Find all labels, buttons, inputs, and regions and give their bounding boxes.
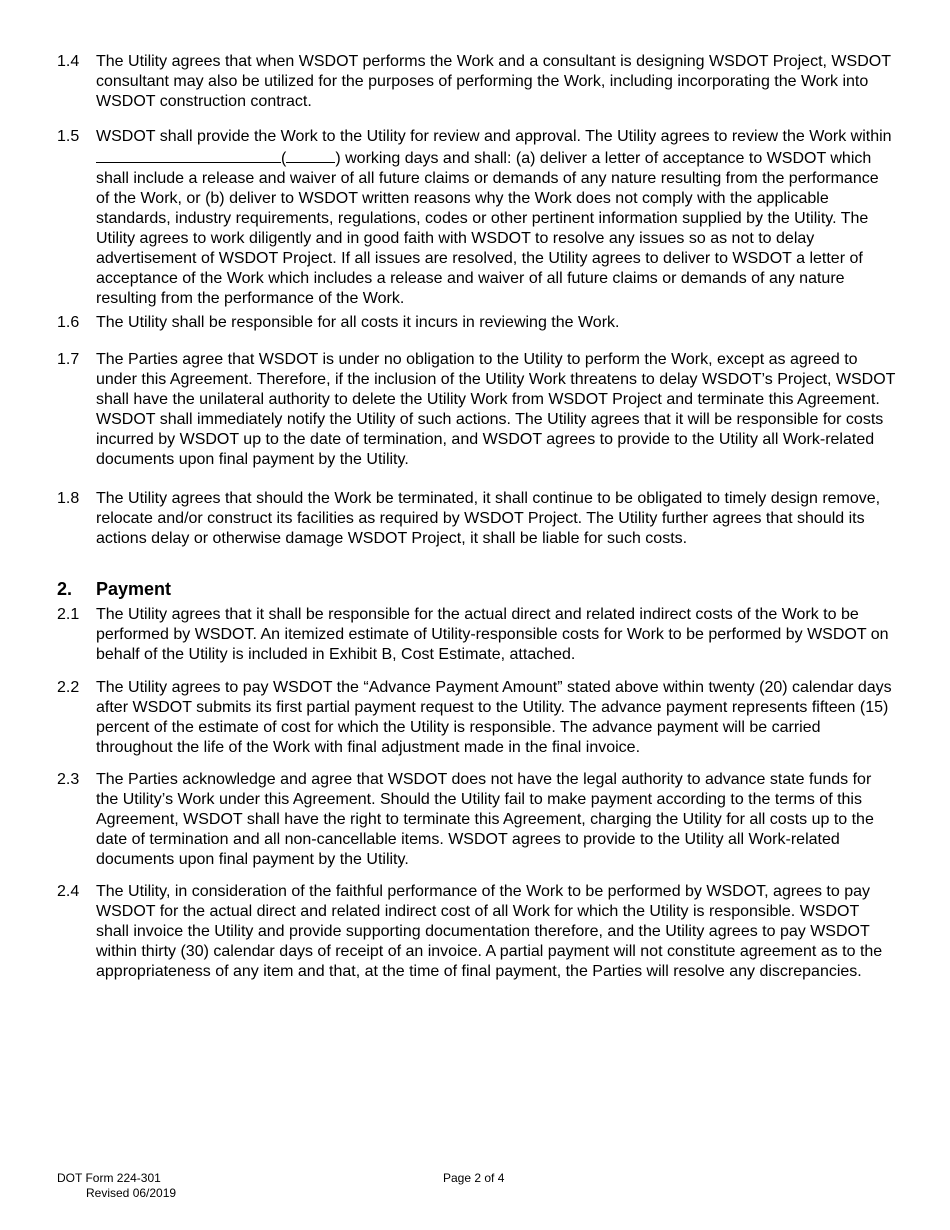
paren-close: ) [335, 150, 341, 167]
clause-number: 1.5 [57, 128, 80, 145]
clause-text: The Parties agree that WSDOT is under no obligation to the Utility to perform the Work, except as agreed to under this Agreement. Therefore, if the inclusion of the Utility Work threatens to delay WSDOT’s Project, WSDOT shall have the unilateral authority to delete the Utility Work from WSDOT Project and terminate this Agreement. WSDOT shall immediately notify the Utility of such actions. The Utility agrees that it will be responsible for costs incurred by WSDOT up to the date of termination, and WSDOT agrees to provide to the Utility all Work-related documents upon final payment by the Utility. [96, 351, 896, 468]
section-title: Payment [96, 579, 172, 599]
clause-number: 1.8 [57, 490, 80, 507]
clause-number: 1.6 [57, 314, 80, 331]
clause-text: The Utility agrees to pay WSDOT the “Advance Payment Amount” stated above within twenty (20) calendar days after WSDOT submits its first partial payment request to the Utility. The advance payment represents fifteen (15) percent of the estimate of cost for which the Utility is responsible. The advance payment will be carried throughout the life of the Work with final adjustment made in the final invoice. [96, 679, 892, 756]
clause-text: The Utility shall be responsible for all costs it incurs in reviewing the Work. [96, 314, 620, 331]
clause-1-8 [57, 489, 897, 549]
clause-1-5 [57, 127, 897, 309]
review-days-words-blank[interactable] [96, 147, 281, 163]
section-number: 2. [57, 579, 73, 599]
clause-text: The Utility agrees that it shall be responsible for the actual direct and related indirect costs of the Work to be performed by WSDOT. An itemized estimate of Utility-responsible costs for Work to be performed by WSDOT on behalf of the Utility is included in Exhibit B, Cost Estimate, attached. [96, 606, 889, 663]
clause-2-3 [57, 770, 897, 870]
review-days-number-blank[interactable] [286, 147, 335, 163]
footer-page-number: Page 2 of 4 [443, 1171, 505, 1185]
clause-number: 1.4 [57, 53, 80, 70]
clause-2-1 [57, 605, 897, 665]
clause-number: 2.2 [57, 679, 80, 696]
clause-text: The Utility, in consideration of the faithful performance of the Work to be performed by WSDOT, agrees to pay WSDOT for the actual direct and related indirect cost of all Work for which the Utility is responsible. WSDOT shall invoice the Utility and provide supporting documentation therefore, and the Utility agrees to pay WSDOT within thirty (30) calendar days of receipt of an invoice. A partial payment will not constitute agreement as to the appropriateness of any item and that, at the time of final payment, the Parties will resolve any discrepancies. [96, 883, 883, 980]
footer-revised-date: Revised 06/2019 [86, 1186, 177, 1200]
clause-text-pre: WSDOT shall provide the Work to the Utility for review and approval. The Utility agrees to review the Work within [96, 128, 892, 145]
clause-text: The Parties acknowledge and agree that WSDOT does not have the legal authority to advance state funds for the Utility’s Work under this Agreement. Should the Utility fail to make payment according to the terms of this Agreement, WSDOT shall have the right to terminate this Agreement, charging the Utility for all costs up to the date of termination and all non-cancellable items. WSDOT agrees to provide to the Utility all Work-related documents upon final payment by the Utility. [96, 771, 874, 868]
clause-number: 1.7 [57, 351, 80, 368]
clause-text: The Utility agrees that when WSDOT performs the Work and a consultant is designing WSDOT Project, WSDOT consultant may also be utilized for the purposes of performing the Work, including incorporating the Work into WSDOT construction contract. [96, 53, 891, 110]
paren-open: ( [281, 150, 287, 167]
clause-text [96, 127, 896, 309]
clause-number: 2.1 [57, 606, 80, 623]
clause-number: 2.3 [57, 771, 80, 788]
clause-text: The Utility agrees that should the Work be terminated, it shall continue to be obligated to timely design remove, relocate and/or construct its facilities as required by WSDOT Project. The Utility further agrees that should its actions delay or otherwise damage WSDOT Project, it shall be liable for such costs. [96, 490, 881, 547]
clause-2-2 [57, 678, 897, 758]
clause-2-4 [57, 882, 897, 982]
clause-number: 2.4 [57, 883, 80, 900]
footer-form-info [57, 1171, 176, 1201]
clause-1-7 [57, 350, 897, 470]
clause-text-post: working days and shall: (a) deliver a letter of acceptance to WSDOT which shall include a release and waiver of all future claims or demands of any nature resulting from the performance of the Work, or (b) deliver to WSDOT written reasons why the Work does not comply with the applicable standards, industry requirements, regulations, codes or other pertinent information supplied by the Utility. The Utility agrees to work diligently and in good faith with WSDOT to resolve any issues so as not to delay advertisement of WSDOT Project. If all issues are resolved, the Utility agrees to deliver to WSDOT a letter of acceptance of the Work which includes a release and waiver of all future claims or demands of any nature resulting from the performance of the Work. [96, 150, 879, 307]
section-heading-payment [57, 578, 171, 600]
clause-1-4 [57, 52, 897, 112]
clause-1-6 [57, 313, 897, 333]
footer-form-number: DOT Form 224-301 [57, 1171, 161, 1185]
